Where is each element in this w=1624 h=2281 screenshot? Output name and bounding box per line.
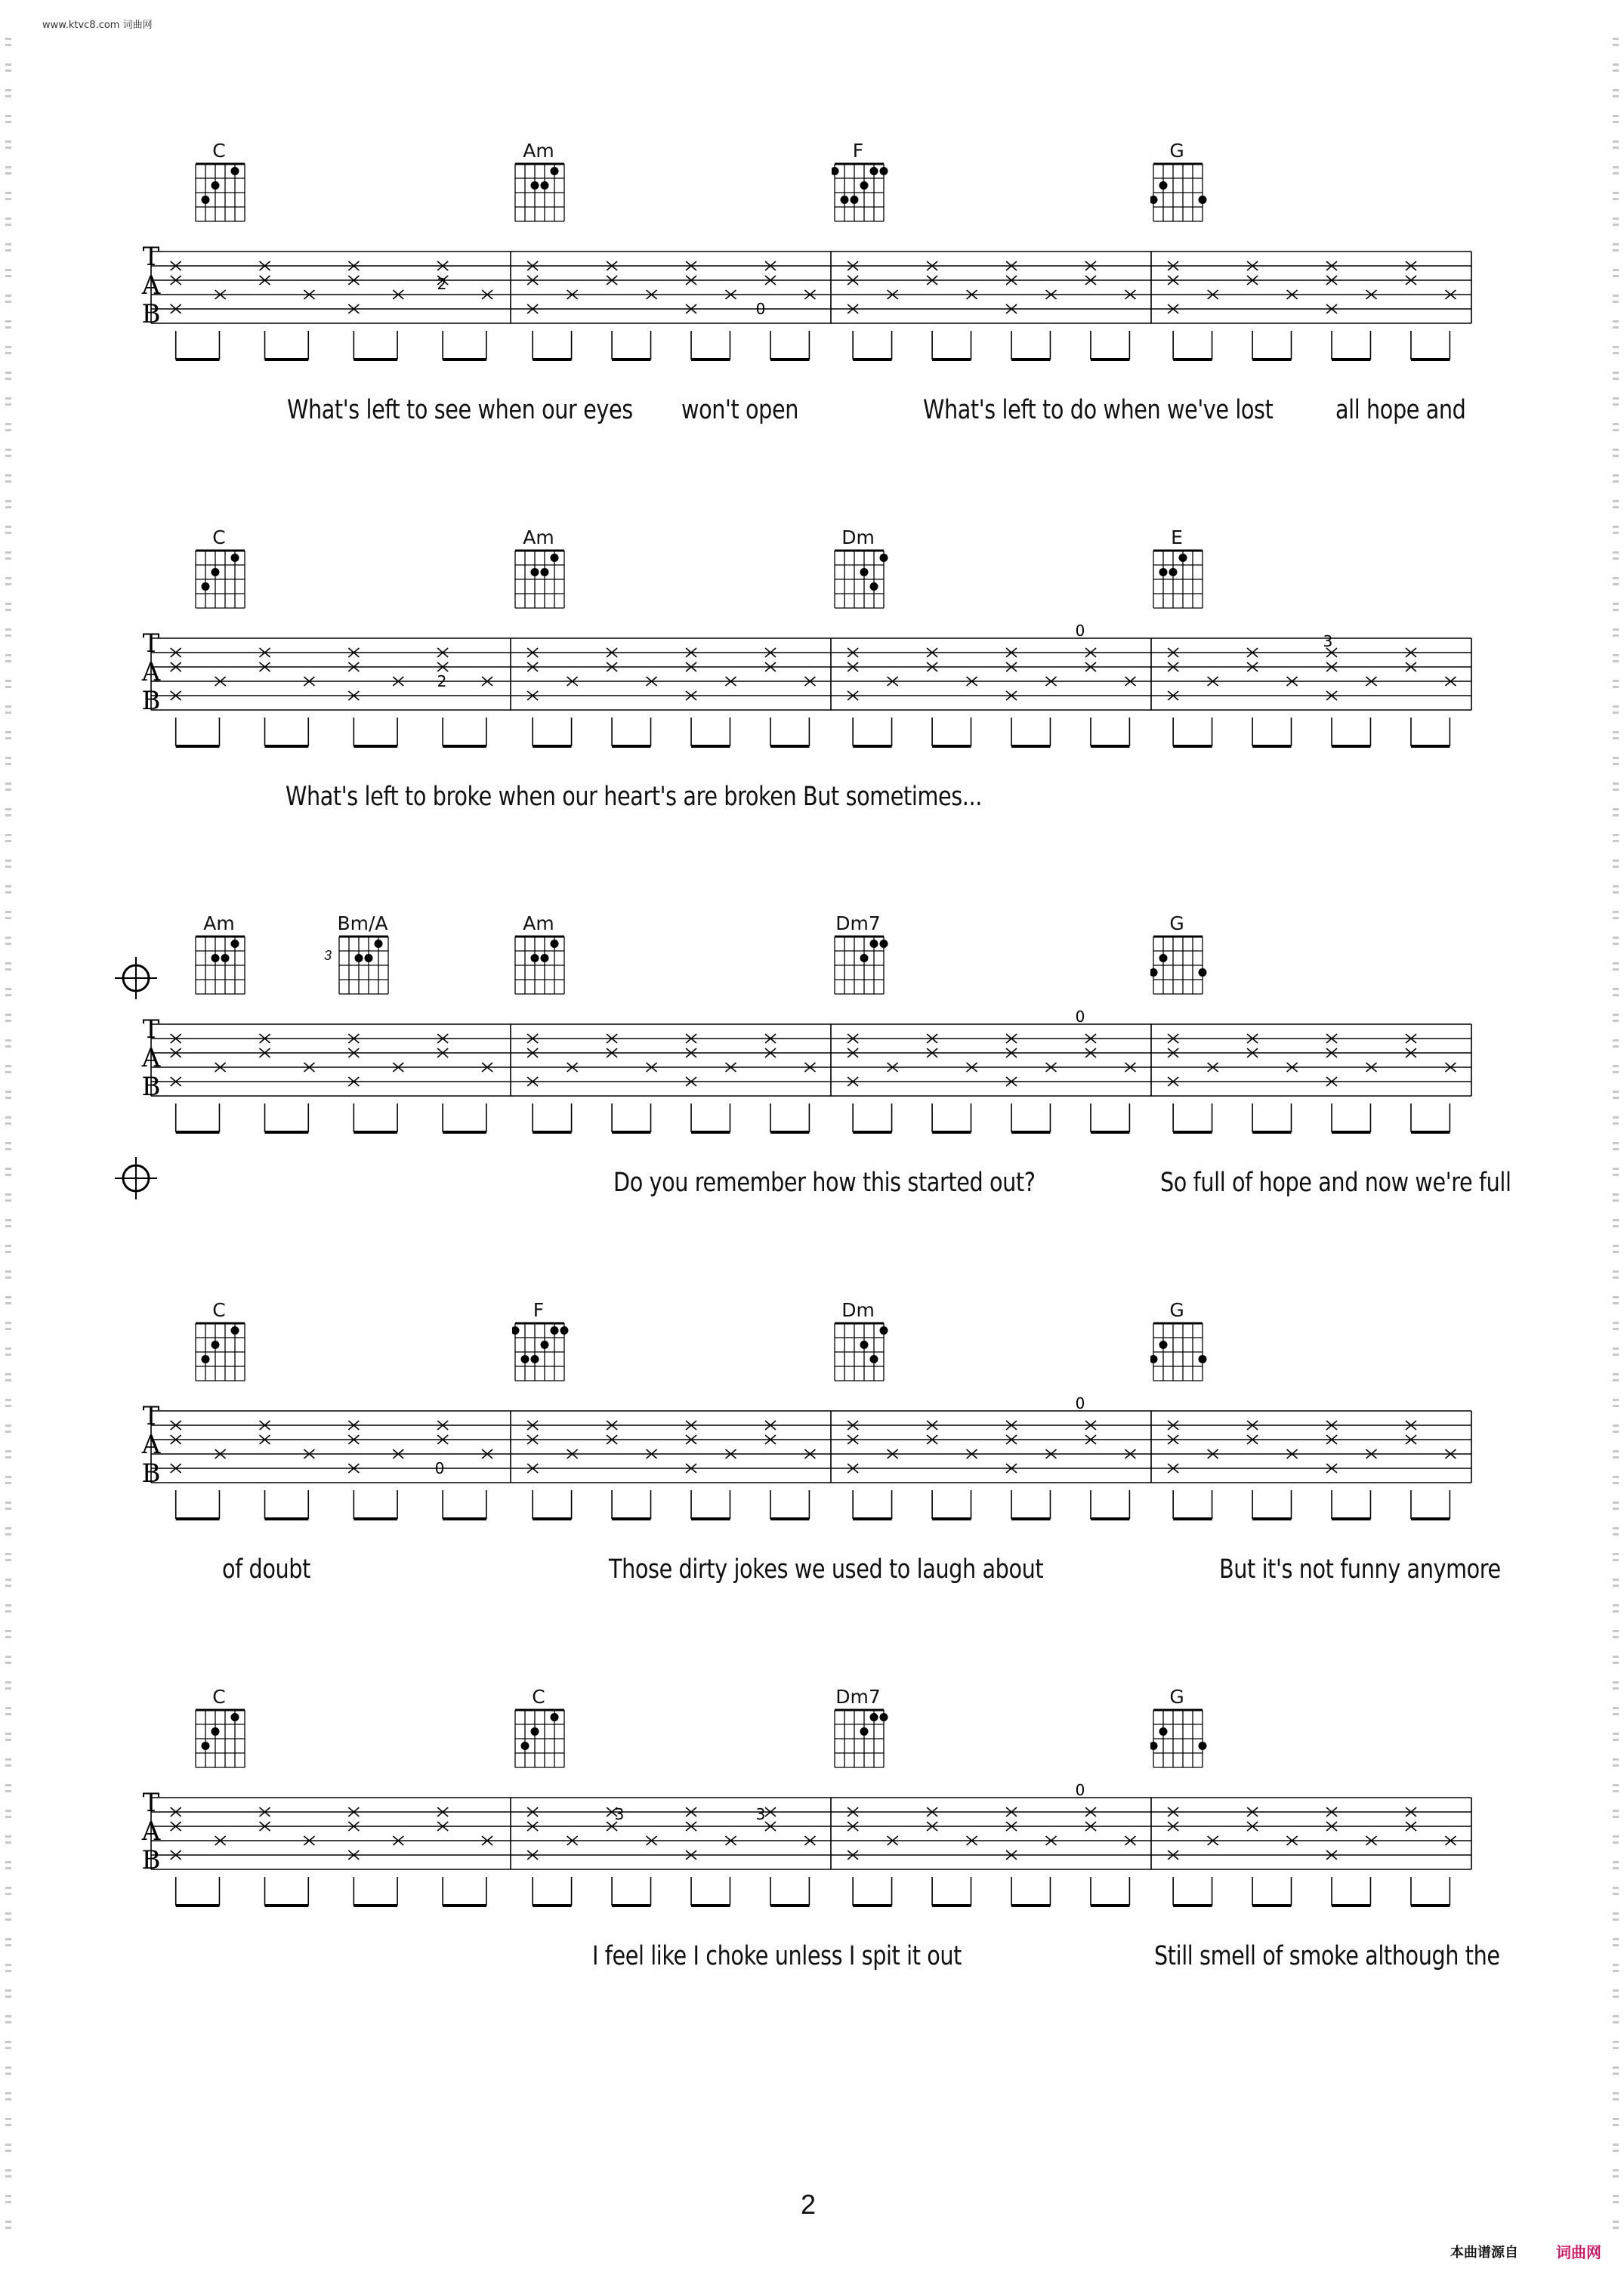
tab-fret-digit: 2 [437,275,447,293]
chord-name: Bm/A [337,912,388,934]
tab-clef-letter: A [141,1430,161,1460]
lyric-line: So full of hope and now we're full [1160,1168,1511,1198]
tab-system [0,526,1624,919]
chord-fret-number: 3 [324,948,332,963]
tab-fret-digit: 0 [1075,1781,1085,1799]
chord-name: Dm7 [835,912,881,934]
tab-clef-letter: B [141,299,161,329]
tab-fret-digit: 3 [755,1805,766,1823]
chord-name: Dm [841,1299,875,1321]
chord-name: G [1169,140,1184,162]
footer-note: 本曲谱源自 [1450,2245,1518,2260]
lyric-line: What's left to see when our eyes [287,395,633,425]
lyric-line: I feel like I choke unless I spit it out [592,1941,962,1971]
tab-system [0,140,1624,532]
chord-name: C [212,140,226,162]
tab-system [0,912,1624,1305]
tab-fret-digit: 3 [614,1805,625,1823]
chord-name: C [532,1686,545,1708]
tab-clef-letter: B [141,1458,161,1489]
tab-clef-letter: T [142,1788,160,1818]
tab-clef-letter: B [141,686,161,716]
chord-name: C [212,1299,226,1321]
site-header: www.ktvc8.com 词曲网 [42,20,153,31]
tab-clef-letter: B [141,1072,161,1102]
lyric-line: of doubt [222,1554,310,1585]
chord-name: F [533,1299,545,1321]
tab-fret-digit: 3 [1323,632,1333,650]
tab-clef-letter: T [142,242,160,272]
chord-name: Am [203,912,235,934]
coda-sign [113,955,159,1001]
tab-system [0,1686,1624,2079]
tab-clef-letter: T [142,1014,160,1045]
chord-name: F [852,140,864,162]
tab-clef-letter: A [141,657,161,687]
lyric-line: What's left to do when we've lost [923,395,1274,425]
tab-clef-letter: A [141,1043,161,1073]
tab-clef-letter: B [141,1845,161,1875]
lyric-line: What's left to broke when our heart's are broken But sometimes... [286,782,982,812]
tab-fret-digit: 0 [1075,1008,1085,1026]
chord-name: Am [523,912,554,934]
chord-name: G [1169,1299,1184,1321]
chord-name: Dm7 [835,1686,881,1708]
page-number: 2 [801,2189,817,2220]
tab-fret-digit: 0 [1075,1394,1085,1412]
chord-name: G [1169,1686,1184,1708]
coda-sign [113,1156,159,1201]
tab-clef-letter: A [141,1816,161,1847]
tab-clef-letter: A [141,270,161,301]
tab-fret-digit: 2 [437,672,447,690]
tab-system [0,1299,1624,1692]
lyric-line: Do you remember how this started out? [613,1168,1036,1198]
chord-name: Am [523,140,554,162]
chord-name: G [1169,912,1184,934]
lyric-line: Still smell of smoke although the [1154,1941,1500,1971]
lyric-line: But it's not funny anymore [1219,1554,1501,1585]
chord-name: E [1171,526,1183,548]
tab-clef-letter: T [142,628,160,659]
tab-clef-letter: T [142,1401,160,1431]
lyric-line: Those dirty jokes we used to laugh about [609,1554,1044,1585]
chord-name: Am [523,526,554,548]
lyric-line: all hope and [1335,395,1466,425]
tab-fret-digit: 0 [755,300,766,318]
tab-fret-digit: 0 [434,1459,445,1477]
tab-fret-digit: 0 [1075,622,1085,640]
chord-name: Dm [841,526,875,548]
chord-name: C [212,1686,226,1708]
footer-logo: 词曲网 [1556,2245,1601,2261]
chord-name: C [212,526,226,548]
lyric-line: won't open [681,395,799,425]
